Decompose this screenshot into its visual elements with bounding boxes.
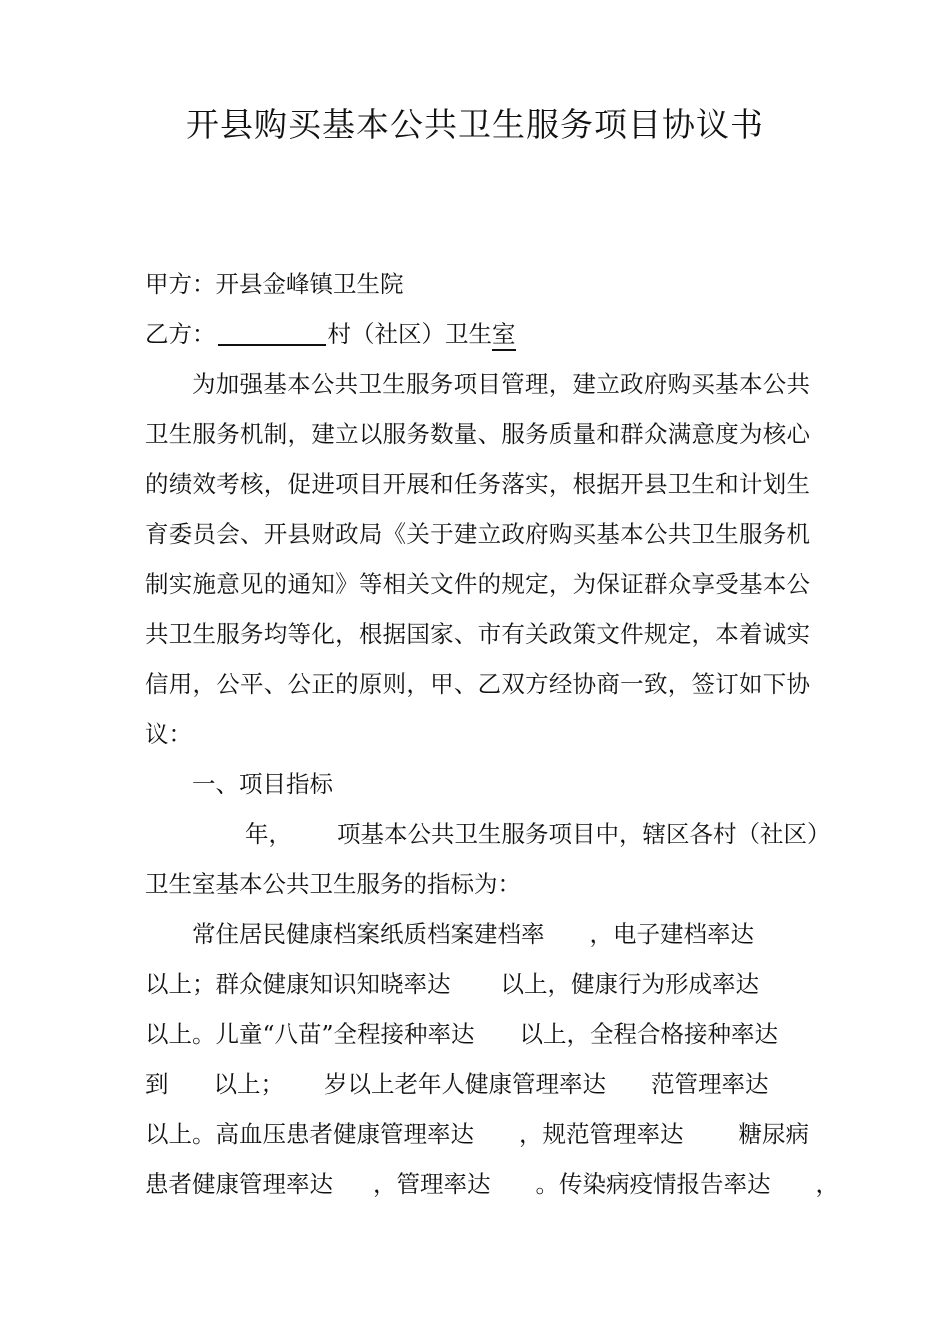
document-title: 开县购买基本公共卫生服务项目协议书 xyxy=(186,105,764,144)
indicator-text: 以上。高血压患者健康管理率达 xyxy=(145,1120,474,1148)
indicator-text: 常住居民健康档案纸质档案建档率 xyxy=(192,920,545,948)
preamble-line: 信用，公平、公正的原则，甲、乙双方经协商一致，签订如下协 xyxy=(145,670,810,698)
indicator-text: 。传染病疫情报告率达 xyxy=(535,1170,771,1198)
preamble-line: 卫生服务机制，建立以服务数量、服务质量和群众满意度为核心 xyxy=(145,420,810,448)
indicator-line xyxy=(145,966,810,1002)
indicator-line xyxy=(192,916,810,952)
indicator-line xyxy=(145,1166,839,1202)
indicator-text: 以上；群众健康知识知晓率达 xyxy=(145,970,451,998)
preamble-line: 的绩效考核，促进项目开展和任务落实，根据开县卫生和计划生 xyxy=(145,470,810,498)
indicator-text: 以上； xyxy=(213,1070,284,1098)
indicator-line xyxy=(145,1066,810,1102)
party-b-suffix-underlined: 室 xyxy=(492,320,516,351)
party-a-label: 甲方： xyxy=(145,270,216,298)
indicator-text: 患者健康管理率达 xyxy=(145,1170,333,1198)
indicator-text: 范管理率达 xyxy=(651,1070,769,1098)
preamble-line: 为加强基本公共卫生服务项目管理，建立政府购买基本公共 xyxy=(192,370,810,398)
preamble-line: 育委员会、开县财政局《关于建立政府购买基本公共卫生服务机 xyxy=(145,520,810,548)
party-a-name: 开县金峰镇卫生院 xyxy=(215,270,404,298)
indicator-text: ， xyxy=(815,1170,839,1198)
indicator-line xyxy=(145,1116,810,1152)
preamble-line: 共卫生服务均等化，根据国家、市有关政策文件规定，本着诚实 xyxy=(145,620,810,648)
indicator-text: 糖尿病 xyxy=(738,1120,809,1148)
section-heading: 一、项目指标 xyxy=(192,770,333,798)
party-b-label: 乙方： xyxy=(145,320,216,348)
indicator-text: 以上，全程合格接种率达 xyxy=(519,1020,779,1048)
party-b-suffix: 村（社区）卫生 xyxy=(327,320,492,348)
indicator-count-text: 项基本公共卫生服务项目中，辖区各村（社区） xyxy=(337,820,831,848)
party-b-name-blank[interactable] xyxy=(218,318,326,346)
preamble-line: 制实施意见的通知》等相关文件的规定，为保证群众享受基本公 xyxy=(145,570,810,598)
indicator-text: ，电子建档率达 xyxy=(589,920,754,948)
indicator-year-text: 年， xyxy=(245,820,292,848)
indicator-intro-line: 卫生室基本公共卫生服务的指标为： xyxy=(145,870,521,898)
indicator-text: 以上，健康行为形成率达 xyxy=(500,970,759,998)
indicator-intro-line xyxy=(245,816,831,852)
indicator-text: 以上。儿童“八苗”全程接种率达 xyxy=(145,1020,475,1048)
party-a-line xyxy=(145,266,810,302)
party-b-line xyxy=(145,316,810,352)
indicator-text: ，规范管理率达 xyxy=(519,1120,684,1148)
indicator-text: ，管理率达 xyxy=(373,1170,491,1198)
indicator-line xyxy=(145,1016,810,1052)
indicator-text: 到 xyxy=(145,1070,169,1098)
indicator-text: 岁以上老年人健康管理率达 xyxy=(324,1070,606,1098)
preamble-line: 议： xyxy=(145,720,192,748)
